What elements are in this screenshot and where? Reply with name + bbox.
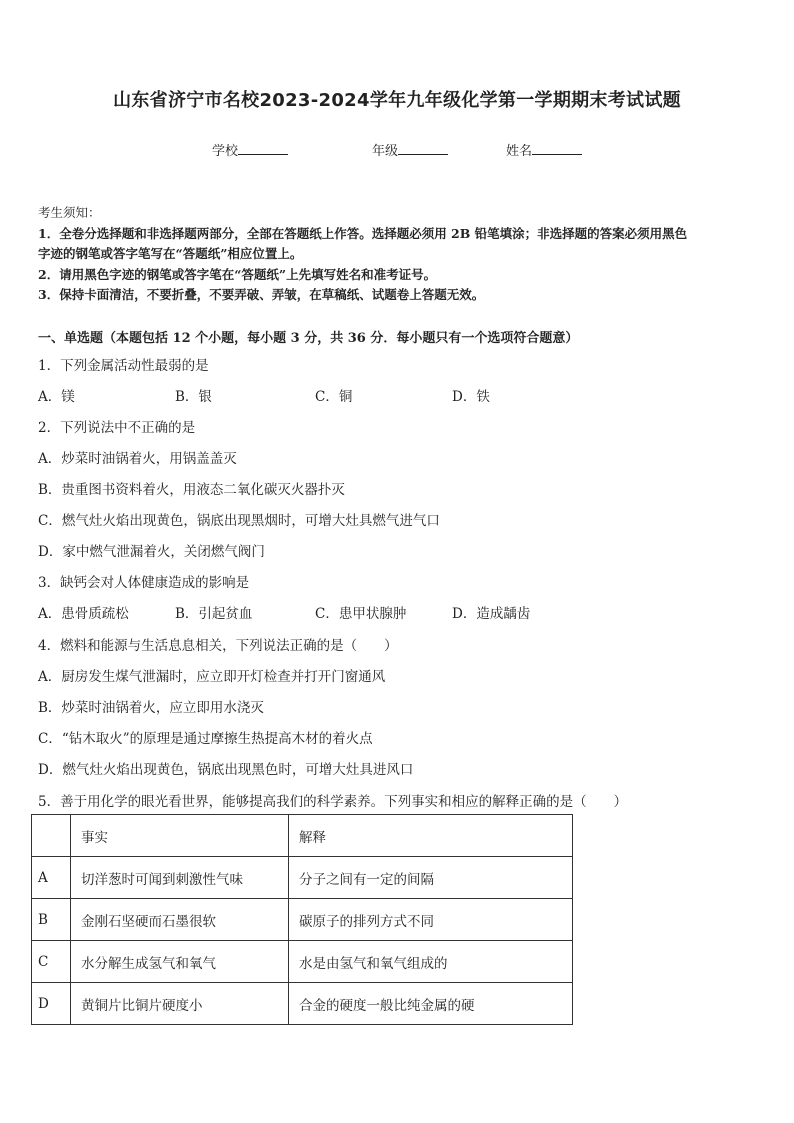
question-2-option-b: B．贵重图书资料着火，用液态二氧化碳灭火器扑灭: [38, 482, 345, 498]
table-cell: 合金的硬度一般比纯金属的硬: [289, 983, 573, 1025]
question-1-stem: 1．下列金属活动性最弱的是: [38, 358, 209, 374]
question-3-option-d: D．造成龋齿: [452, 606, 531, 622]
table-cell: A: [32, 857, 71, 899]
question-4-option-a: A．厨房发生煤气泄漏时，应立即开灯检查并打开门窗通风: [38, 669, 386, 685]
table-cell: 分子之间有一定的间隔: [289, 857, 573, 899]
notice-item-2: 2．请用黑色字迹的钢笔或答字笔在“答题纸”上先填写姓名和准考证号。: [38, 266, 437, 282]
notice-item-3: 3．保持卡面清洁，不要折叠，不要弄破、弄皱，在草稿纸、试题卷上答题无效。: [38, 287, 485, 302]
school-blank: [238, 142, 288, 155]
table-header-row: [32, 815, 573, 857]
question-2-option-c: C．燃气灶火焰出现黄色，锅底出现黑烟时，可增大灶具燃气进气口: [38, 513, 440, 529]
question-4-option-b: B．炒菜时油锅着火，应立即用水浇灭: [38, 700, 264, 716]
table-row: [32, 983, 573, 1025]
question-1-option-a: A．镁: [38, 389, 75, 405]
table-cell: B: [32, 899, 71, 941]
question-4-stem: 4．燃料和能源与生活息息相关，下列说法正确的是（ ）: [38, 638, 398, 654]
school-field: [212, 140, 288, 159]
question-2-option-a: A．炒菜时油锅着火，用锅盖盖灭: [38, 451, 237, 467]
table-row: [32, 857, 573, 899]
table-cell: 水是由氢气和氧气组成的: [289, 941, 573, 983]
question-3-stem: 3．缺钙会对人体健康造成的影响是: [38, 575, 250, 591]
table-header-cell: 解释: [289, 815, 573, 857]
question-1-option-c: C．铜: [315, 389, 353, 405]
grade-blank: [398, 142, 448, 155]
notice-heading: 考生须知：: [38, 205, 101, 220]
question-3-option-a: A．患骨质疏松: [38, 606, 129, 622]
grade-label: 年级: [372, 144, 399, 159]
question-1-option-d: D．铁: [452, 389, 490, 405]
question-3-option-c: C．患甲状腺肿: [315, 606, 407, 622]
exam-title: 山东省济宁市名校2023-2024学年九年级化学第一学期期末考试试题: [113, 90, 681, 111]
table-header-cell: [32, 815, 71, 857]
section-title: 一、单选题（本题包括 12 个小题，每小题 3 分，共 36 分．每小题只有一个选项符合题意）: [38, 331, 579, 346]
table-cell: 切洋葱时可闻到刺激性气味: [71, 857, 289, 899]
table-row: [32, 899, 573, 941]
name-blank: [532, 142, 582, 155]
question-1-option-b: B．银: [175, 389, 212, 405]
notice-item-1-line-1: 1．全卷分选择题和非选择题两部分，全部在答题纸上作答。选择题必须用 2B 铅笔填涂；非选择题的答案必须用黑色: [38, 225, 688, 241]
table-cell: C: [32, 941, 71, 983]
table-row: [32, 941, 573, 983]
notice-item-1-line-2: 字迹的钢笔或答字笔写在“答题纸”相应位置上。: [38, 246, 303, 261]
table-cell: D: [32, 983, 71, 1025]
table-cell: 黄铜片比铜片硬度小: [71, 983, 289, 1025]
school-label: 学校: [212, 144, 239, 159]
table-header-cell: 事实: [71, 815, 289, 857]
table-cell: 碳原子的排列方式不同: [289, 899, 573, 941]
question-3-option-b: B．引起贫血: [175, 606, 253, 622]
name-label: 姓名: [506, 144, 533, 159]
table-cell: 金刚石坚硬而石墨很软: [71, 899, 289, 941]
question-4-option-d: D．燃气灶火焰出现黄色，锅底出现黑色时，可增大灶具进风口: [38, 762, 414, 778]
question-5-stem: 5．善于用化学的眼光看世界，能够提高我们的科学素养。下列事实和相应的解释正确的是（ ）: [38, 794, 628, 810]
exam-notice: [38, 203, 758, 306]
question-4-option-c: C．“钻木取火”的原理是通过摩擦生热提高木材的着火点: [38, 731, 373, 747]
grade-field: [372, 140, 448, 159]
question-2-option-d: D．家中燃气泄漏着火，关闭燃气阀门: [38, 544, 265, 560]
fact-explanation-table: [31, 814, 573, 1025]
question-2-stem: 2．下列说法中不正确的是: [38, 420, 196, 436]
table-cell: 水分解生成氢气和氧气: [71, 941, 289, 983]
name-field: [506, 140, 582, 159]
